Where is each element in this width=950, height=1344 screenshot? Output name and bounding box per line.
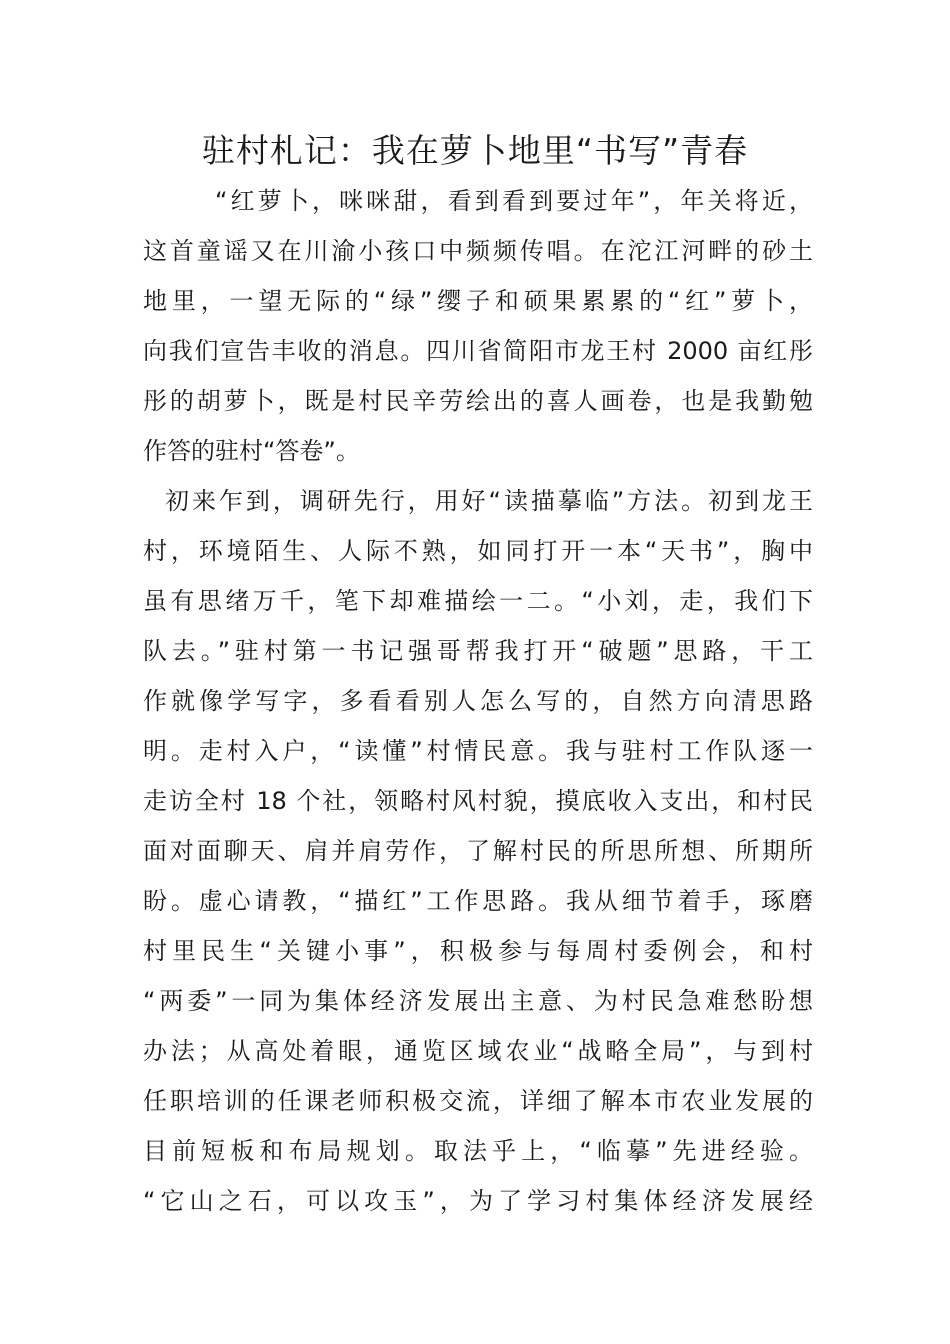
text-line: 明。走村入户，“读懂”村情民意。我与驻村工作队逐一	[143, 737, 813, 765]
text-line: “红萝卜，咪咪甜，看到看到要过年”，年关将近，	[215, 187, 813, 215]
text-line: 队去。”驻村第一书记强哥帮我打开“破题”思路，干工	[143, 637, 813, 665]
text-line: 初来乍到，调研先行，用好“读描摹临”方法。初到龙王	[165, 487, 813, 515]
text-line: 目前短板和布局规划。取法乎上，“临摹”先进经验。	[143, 1137, 813, 1165]
text-line: 盼。虚心请教，“描红”工作思路。我从细节着手，琢磨	[143, 887, 813, 915]
text-line: 面对面聊天、肩并肩劳作，了解村民的所思所想、所期所	[143, 837, 813, 865]
text-line: 走访全村 18 个社，领略村风村貌，摸底收入支出，和村民	[143, 787, 813, 815]
document-body	[143, 176, 813, 1226]
text-line: 虽有思绪万千，笔下却难描绘一二。“小刘，走，我们下	[143, 587, 813, 615]
text-line: 作答的驻村“答卷”。	[143, 437, 360, 465]
text-line: 向我们宣告丰收的消息。四川省简阳市龙王村 2000 亩红彤	[143, 337, 813, 365]
document-title: 驻村札记：我在萝卜地里“书写”青春	[201, 131, 749, 170]
text-line: 任职培训的任课老师积极交流，详细了解本市农业发展的	[143, 1087, 813, 1115]
text-line: “两委”一同为集体经济发展出主意、为村民急难愁盼想	[143, 987, 813, 1015]
text-line: 作就像学写字，多看看别人怎么写的，自然方向清思路	[143, 687, 813, 715]
text-line: 村里民生“关键小事”，积极参与每周村委例会，和村	[143, 937, 813, 965]
text-line: 地里，一望无际的“绿”缨子和硕果累累的“红”萝卜，	[143, 287, 813, 315]
text-line: 办法；从高处着眼，通览区域农业“战略全局”，与到村	[143, 1037, 813, 1065]
text-line: “它山之石，可以攻玉”，为了学习村集体经济发展经	[143, 1187, 813, 1215]
text-line: 村，环境陌生、人际不熟，如同打开一本“天书”，胸中	[143, 537, 813, 565]
text-line: 这首童谣又在川渝小孩口中频频传唱。在沱江河畔的砂土	[143, 237, 813, 265]
text-line: 彤的胡萝卜，既是村民辛劳绘出的喜人画卷，也是我勤勉	[143, 387, 813, 415]
